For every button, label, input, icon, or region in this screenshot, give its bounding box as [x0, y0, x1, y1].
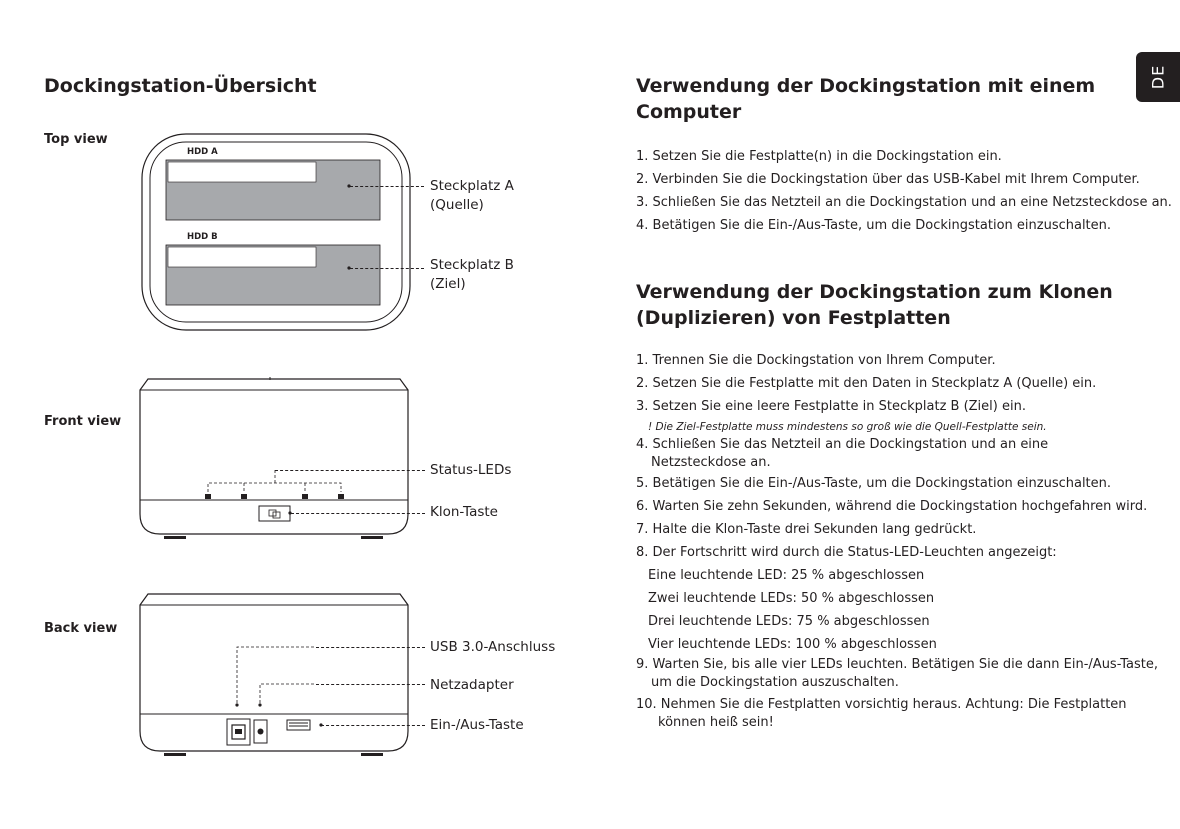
back-foot-right: [361, 753, 383, 756]
slot-a-callout: [430, 177, 514, 215]
front-foot-right: [361, 536, 383, 539]
section1-steps: [636, 145, 1172, 237]
back-foot-left: [164, 753, 186, 756]
progress-item: Zwei leuchtende LEDs: 50 % abgeschlossen: [648, 591, 935, 606]
slot-a-callout-line1: Steckplatz A: [430, 178, 514, 194]
front-foot-left: [164, 536, 186, 539]
slot-b-label-strip: [168, 247, 316, 267]
usb-callout-line: [316, 647, 425, 648]
leds-callout-line: [275, 470, 425, 471]
progress-item: Eine leuchtende LED: 25 % abgeschlossen: [648, 568, 925, 583]
front-view-label: Front view: [44, 414, 122, 429]
slot-b-callout-line2: (Ziel): [430, 276, 466, 292]
status-led-3: [302, 494, 308, 499]
status-led-1: [205, 494, 211, 499]
switch-callout-line: [321, 725, 425, 726]
slot-a-callout-line2: (Quelle): [430, 197, 484, 213]
section1-title-line2: Computer: [636, 101, 742, 123]
slot-b-callout: [430, 256, 514, 294]
progress-item: Drei leuchtende LEDs: 75 % abgeschlossen: [648, 614, 930, 629]
slot-b-tag: HDD B: [187, 232, 218, 242]
progress-item: Vier leuchtende LEDs: 100 % abgeschlossen: [648, 637, 937, 652]
usb-port-callout: USB 3.0-Anschluss: [430, 639, 556, 655]
section2-step-5: 5. Betätigen Sie die Ein-/Aus-Taste, um die Dockingstation einzuschalten.: [636, 476, 1112, 491]
slot-b-callout-line: [350, 268, 424, 269]
front-view-diagram: [136, 376, 412, 542]
power-adapter-callout: Netzadapter: [430, 677, 514, 693]
back-view-body: [140, 594, 408, 751]
back-view-label: Back view: [44, 621, 118, 636]
slot-b-callout-line1: Steckplatz B: [430, 257, 514, 273]
section2-step-6: 6. Warten Sie zehn Sekunden, während die Dockingstation hochgefahren wird.: [636, 499, 1148, 514]
status-led-2: [241, 494, 247, 499]
section1-step: 4. Betätigen Sie die Ein-/Aus-Taste, um die Dockingstation einzuschalten.: [636, 218, 1112, 233]
section1-step: 1. Setzen Sie die Festplatte(n) in die Dockingstation ein.: [636, 149, 1002, 164]
section2-step-2: 2. Setzen Sie die Festplatte mit den Daten in Steckplatz A (Quelle) ein.: [636, 376, 1097, 391]
section1-step: 3. Schließen Sie das Netzteil an die Dockingstation und an eine Netzsteckdose an.: [636, 195, 1172, 210]
section2-note: ! Die Ziel-Festplatte muss mindestens so groß wie die Quell-Festplatte sein.: [648, 421, 1047, 433]
section1-title-line1: Verwendung der Dockingstation mit einem: [636, 75, 1096, 97]
section2-step-4-line1: 4. Schließen Sie das Netzteil an die Dockingstation und an eine: [636, 437, 1049, 452]
section2-step-10-line2: können heiß sein!: [658, 715, 774, 730]
section2-title-line1: Verwendung der Dockingstation zum Klonen: [636, 281, 1113, 303]
section2-step-7: 7. Halte die Klon-Taste drei Sekunden lang gedrückt.: [636, 522, 977, 537]
section2-step-3: 3. Setzen Sie eine leere Festplatte in Steckplatz B (Ziel) ein.: [636, 399, 1026, 414]
clone-button-callout: Klon-Taste: [430, 504, 498, 520]
language-tab-label: DE: [1148, 64, 1168, 90]
slot-a-callout-line: [350, 186, 424, 187]
power-callout-line: [316, 684, 425, 685]
back-view-diagram: [136, 591, 412, 761]
section2-title-line2: (Duplizieren) von Festplatten: [636, 307, 951, 329]
section2-step-9-line2: um die Dockingstation auszuschalten.: [651, 675, 899, 690]
section2-steps: [636, 349, 1158, 732]
status-led-4: [338, 494, 344, 499]
top-view-diagram: [138, 130, 418, 334]
section2-title: [636, 279, 1113, 331]
language-tab: [1136, 52, 1180, 102]
clone-button: [259, 506, 290, 521]
clone-callout-line: [291, 513, 425, 514]
slot-a-tag: HDD A: [187, 147, 218, 157]
section2-step-4-line2: Netzsteckdose an.: [651, 455, 771, 470]
section1-step: 2. Verbinden Sie die Dockingstation über das USB-Kabel mit Ihrem Computer.: [636, 172, 1140, 187]
slot-a-label-strip: [168, 162, 316, 182]
top-view-label: Top view: [44, 132, 108, 147]
power-switch-callout: Ein-/Aus-Taste: [430, 717, 524, 733]
section2-step-9-line1: 9. Warten Sie, bis alle vier LEDs leuchten. Betätigen Sie die dann Ein-/Aus-Taste,: [636, 657, 1158, 672]
power-switch: [287, 720, 310, 730]
overview-title: Dockingstation-Übersicht: [44, 75, 317, 97]
section2-step-10-line1: 10. Nehmen Sie die Festplatten vorsichtig heraus. Achtung: Die Festplatten: [636, 697, 1127, 712]
section1-title: [636, 73, 1095, 125]
section2-step-1: 1. Trennen Sie die Dockingstation von Ihrem Computer.: [636, 353, 996, 368]
section2-step-8: 8. Der Fortschritt wird durch die Status-LED-Leuchten angezeigt:: [636, 545, 1057, 560]
status-leds-callout: Status-LEDs: [430, 462, 512, 478]
